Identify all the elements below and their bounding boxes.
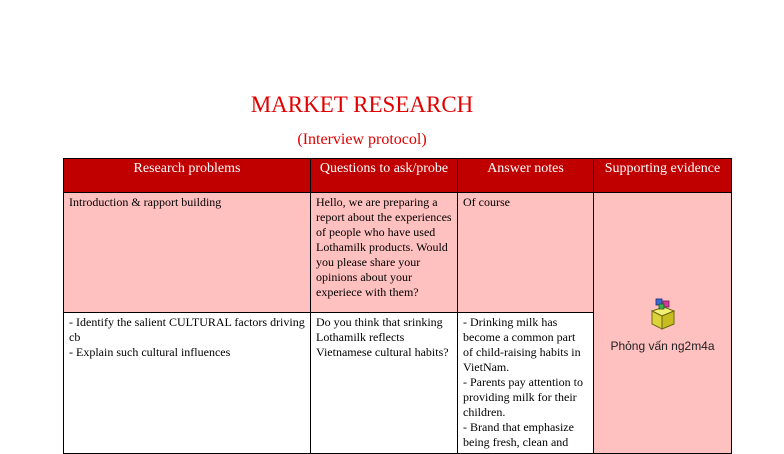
document-title: MARKET RESEARCH — [250, 92, 474, 117]
table-row — [64, 193, 732, 313]
question-text: Hello, we are preparing a report about the experiences of people who have used Lothamilk products. Would you please share your opinions about your experiece with them? — [316, 195, 452, 299]
package-object-icon[interactable] — [646, 297, 680, 331]
answer-line: - Brand that emphasize being fresh, clean and — [463, 420, 574, 449]
problem-line: Introduction & rapport building — [69, 195, 222, 209]
header-supporting-evidence: Supporting evidence — [594, 159, 732, 193]
header-answer-notes: Answer notes — [458, 159, 594, 193]
answer-line: Of course — [463, 195, 510, 209]
problem-line: - Explain such cultural influences — [69, 345, 231, 359]
problem-line: - Identify the salient CULTURAL factors driving cb — [69, 315, 305, 344]
answer-line: - Drinking milk has become a common part of child-raising habits in VietNam. — [463, 315, 581, 374]
document-subtitle: (Interview protocol) — [297, 131, 427, 148]
evidence-cell — [594, 193, 732, 454]
question-cell — [311, 313, 458, 454]
answer-cell — [458, 313, 594, 454]
question-text: Do you think that srinking Lothamilk reflects Vietnamese cultural habits? — [316, 315, 449, 359]
answer-line: - Parents pay attention to providing milk for their children. — [463, 375, 583, 419]
header-questions: Questions to ask/probe — [311, 159, 458, 193]
table-header-row — [64, 159, 732, 193]
answer-cell — [458, 193, 594, 313]
question-cell — [311, 193, 458, 313]
problem-cell — [64, 313, 311, 454]
embedded-object-label[interactable]: Phỏng vấn ng2m4a — [610, 339, 715, 353]
interview-protocol-table — [63, 158, 732, 454]
header-research-problems: Research problems — [64, 159, 311, 193]
problem-cell — [64, 193, 311, 313]
embedded-object[interactable] — [594, 297, 731, 354]
